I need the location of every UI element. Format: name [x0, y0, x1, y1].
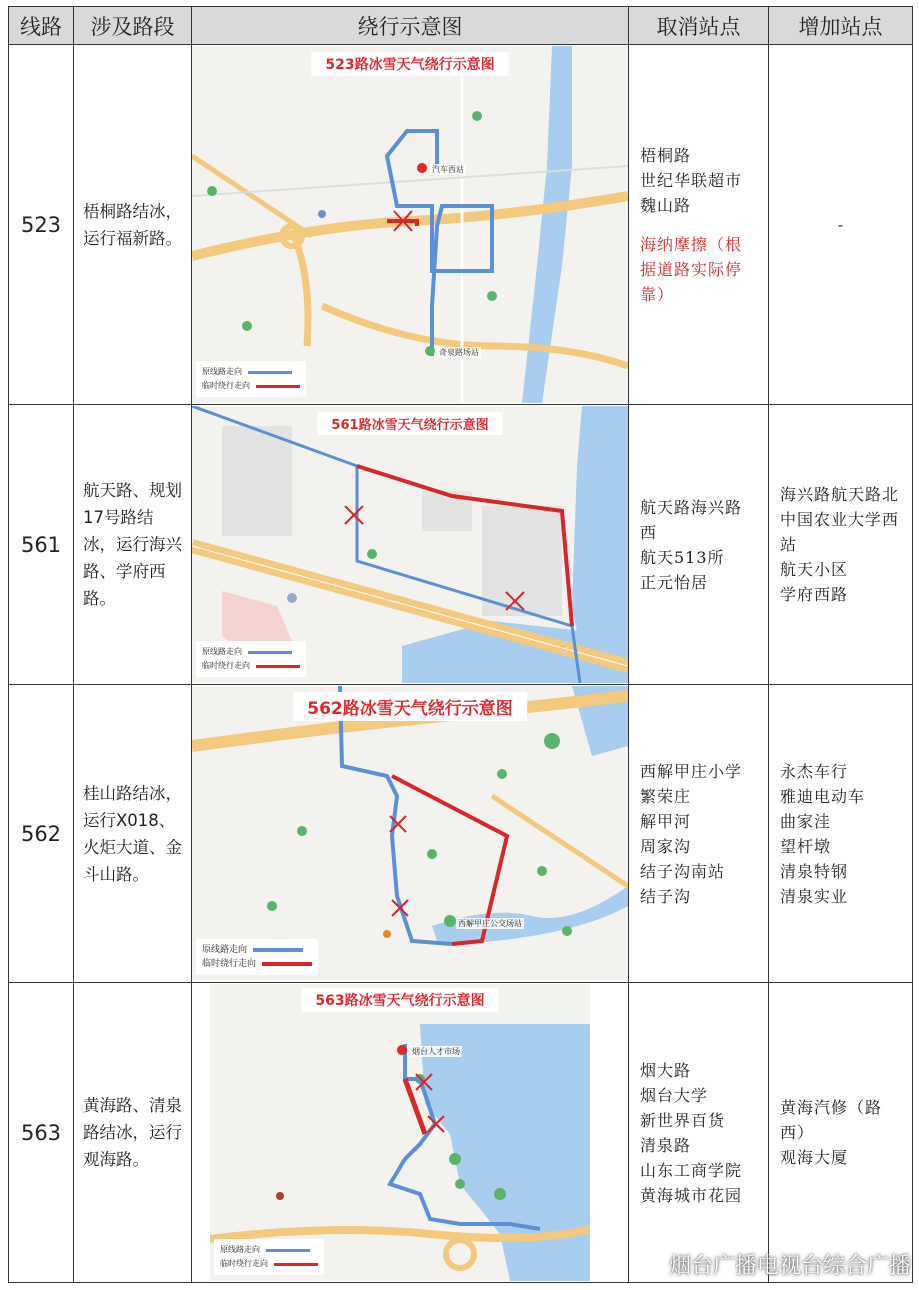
- weibo-logo-icon: [633, 1253, 663, 1277]
- map-cell: [192, 685, 629, 983]
- detour-map: [192, 686, 628, 981]
- map-legend: [214, 1239, 324, 1275]
- header-row: [9, 7, 913, 45]
- header-diagram: 绕行示意图: [192, 7, 629, 45]
- stop-item: 新世界百货: [640, 1110, 726, 1130]
- segment-text: 航天路、规划17号路结冰，运行海兴路、学府西路。: [74, 405, 192, 685]
- map-title: 563路冰雪天气绕行示意图: [301, 988, 498, 1012]
- header-line: 线路: [9, 7, 74, 45]
- legend-original-swatch: [253, 948, 303, 952]
- stop-item: 黄海汽修（路西）: [780, 1098, 883, 1142]
- stop-item: 曲家洼: [780, 811, 832, 831]
- map-graphic: [192, 46, 628, 403]
- added-stops: [769, 405, 913, 685]
- stop-item: 结子沟: [640, 886, 692, 906]
- stop-item: 清泉特钢: [780, 861, 849, 881]
- stop-item: 山东工商学院: [640, 1160, 743, 1180]
- table-row: [9, 983, 913, 1283]
- table-row: [9, 685, 913, 983]
- header-added: 增加站点: [769, 7, 913, 45]
- legend-detour-label: 临时绕行走向: [202, 381, 250, 390]
- stop-item: 西解甲庄小学: [640, 761, 743, 781]
- stop-note: 海纳摩擦（根据道路实际停靠）: [640, 234, 743, 304]
- cancelled-stops: [629, 983, 769, 1283]
- stop-item: 雅迪电动车: [780, 786, 866, 806]
- map-legend: [196, 361, 306, 397]
- stop-item: 周家沟: [640, 836, 692, 856]
- line-number: 561: [9, 405, 74, 685]
- map-cell: [192, 405, 629, 685]
- stop-item: 烟大路: [640, 1060, 692, 1080]
- stop-item: 清泉路: [640, 1135, 692, 1155]
- map-graphic: [192, 686, 628, 981]
- table-row: [9, 45, 913, 405]
- line-number: 562: [9, 685, 74, 983]
- stop-item: 航天小区: [780, 560, 849, 579]
- stop-label: 西解甲庄公交场站: [458, 919, 522, 928]
- legend-detour-swatch: [262, 962, 312, 966]
- stop-item: 梧桐路: [640, 145, 692, 165]
- legend-detour-swatch: [256, 665, 300, 668]
- watermark: [633, 1249, 911, 1280]
- stop-item: 黄海城市花园: [640, 1185, 743, 1205]
- legend-detour-swatch: [274, 1263, 318, 1266]
- map-graphic: [210, 984, 590, 1281]
- stop-item: 魏山路: [640, 195, 692, 215]
- map-title: 562路冰雪天气绕行示意图: [293, 692, 527, 721]
- legend-original-label: 原线路走向: [220, 1245, 260, 1254]
- legend-original-swatch: [248, 371, 292, 374]
- stop-item: 永杰车行: [780, 761, 849, 781]
- segment-text: 桂山路结冰，运行X018、火炬大道、金斗山路。: [74, 685, 192, 983]
- stop-item: 繁荣庄: [640, 786, 692, 806]
- stop-item: 航天513所: [640, 547, 725, 567]
- detour-table: [8, 6, 913, 1283]
- legend-detour-swatch: [256, 385, 300, 388]
- map-legend: [196, 641, 306, 677]
- header-cancelled: 取消站点: [629, 7, 769, 45]
- stop-item: 航天路海兴路西: [640, 497, 743, 542]
- stop-item: 学府西路: [780, 585, 849, 604]
- stop-item: 世纪华联超市: [640, 170, 743, 190]
- stop-item: 结子沟南站: [640, 861, 726, 881]
- cancelled-stops: [629, 685, 769, 983]
- line-number: 563: [9, 983, 74, 1283]
- detour-map: [192, 406, 628, 683]
- stop-item: 望杆墩: [780, 836, 832, 856]
- watermark-text: 烟台广播电视台综合广播: [668, 1254, 911, 1279]
- stop-item: 海兴路航天路北: [780, 485, 900, 504]
- added-stops: [769, 983, 913, 1283]
- line-number: 523: [9, 45, 74, 405]
- stop-item: -: [837, 215, 845, 234]
- legend-original-swatch: [266, 1249, 310, 1252]
- detour-map: [192, 46, 628, 403]
- stop-item: 观海大厦: [780, 1148, 849, 1167]
- added-stops: [769, 45, 913, 405]
- legend-original-swatch: [248, 651, 292, 654]
- map-legend: [196, 939, 318, 975]
- stop-item: 中国农业大学西站: [780, 510, 900, 554]
- stop-item: 解甲河: [640, 811, 692, 831]
- stop-item: 清泉实业: [780, 886, 849, 906]
- map-cell: [192, 45, 629, 405]
- legend-detour-label: 临时绕行走向: [202, 959, 257, 969]
- legend-original-label: 原线路走向: [202, 945, 248, 955]
- stop-item: 烟台大学: [640, 1085, 709, 1105]
- stop-label: 汽车西站: [432, 165, 464, 174]
- added-stops: [769, 685, 913, 983]
- cancelled-stops: [629, 45, 769, 405]
- legend-original-label: 原线路走向: [202, 647, 242, 656]
- map-cell: [192, 983, 629, 1283]
- segment-text: 梧桐路结冰，运行福新路。: [74, 45, 192, 405]
- table-row: [9, 405, 913, 685]
- legend-detour-label: 临时绕行走向: [202, 661, 250, 670]
- detour-map: [210, 984, 590, 1281]
- stop-label: 奇泉路场站: [439, 348, 479, 357]
- map-title: 561路冰雪天气绕行示意图: [317, 412, 502, 435]
- legend-original-label: 原线路走向: [202, 367, 242, 376]
- cancelled-stops: [629, 405, 769, 685]
- segment-text: 黄海路、清泉路结冰，运行观海路。: [74, 983, 192, 1283]
- legend-detour-label: 临时绕行走向: [220, 1259, 268, 1268]
- header-segment: 涉及路段: [74, 7, 192, 45]
- stop-label: 烟台人才市场: [412, 1047, 460, 1056]
- stop-item: 正元怡居: [640, 572, 709, 592]
- map-title: 523路冰雪天气绕行示意图: [311, 52, 508, 76]
